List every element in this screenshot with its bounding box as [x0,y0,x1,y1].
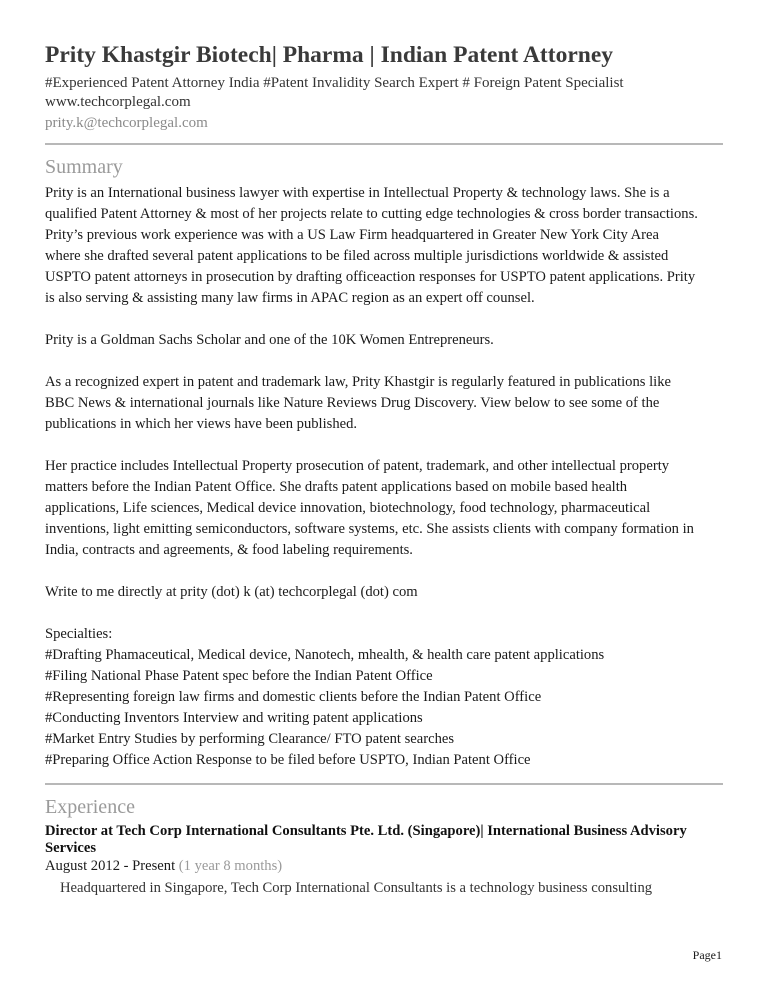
summary-line: Write to me directly at prity (dot) k (at) techcorplegal (dot) com [45,584,418,600]
divider [45,783,723,785]
summary-line: applications, Life sciences, Medical device innovation, biotechnology, food technology, pharmaceutical [45,500,651,516]
job-duration: (1 year 8 months) [178,858,283,874]
summary-line: Prity’s previous work experience was with a US Law Firm headquartered in Greater New York City Area [45,227,659,243]
summary-line: Prity is an International business lawyer with expertise in Intellectual Property & technology laws. She is a [45,185,670,201]
summary-line: #Drafting Phamaceutical, Medical device, Nanotech, mhealth, & health care patent applications [45,647,605,663]
summary-line: publications in which her views have been published. [45,416,358,432]
job-title-line: Services [45,840,97,856]
profile-name: Prity Khastgir Biotech| Pharma | Indian Patent Attorney [45,42,614,68]
summary-line: #Preparing Office Action Response to be filed before USPTO, Indian Patent Office [45,752,531,768]
profile-website[interactable]: www.techcorplegal.com [45,94,191,110]
paragraph-gap [45,561,723,582]
summary-line: Prity is a Goldman Sachs Scholar and one of the 10K Women Entrepreneurs. [45,332,494,348]
summary-line: Her practice includes Intellectual Property prosecution of patent, trademark, and other intellectual property [45,458,670,474]
experience-heading: Experience [45,796,135,818]
paragraph-gap [45,603,723,624]
job-date-range: August 2012 - Present [45,858,176,874]
summary-line: USPTO patent attorneys in prosecution by drafting officeaction responses for USPTO patent applications. Prity [45,269,696,285]
summary-line: India, contracts and agreements, & food labeling requirements. [45,542,413,558]
summary-line: is also serving & assisting many law firms in APAC region as an expert off counsel. [45,290,535,306]
summary-line: As a recognized expert in patent and trademark law, Prity Khastgir is regularly featured in publications like [45,374,671,390]
summary-line: matters before the Indian Patent Office. She drafts patent applications based on mobile based health [45,479,628,495]
summary-heading: Summary [45,156,123,178]
paragraph-gap [45,351,723,372]
summary-line: Specialties: [45,626,113,642]
resume-page [45,40,723,898]
paragraph-gap [45,435,723,456]
summary-line: #Representing foreign law firms and domestic clients before the Indian Patent Office [45,689,542,705]
summary-line: inventions, light emitting semiconductors, software systems, etc. She assists clients with company formation in [45,521,694,537]
summary-line: where she drafted several patent applications to be filed across multiple jurisdictions worldwide & assisted [45,248,669,264]
summary-line: #Conducting Inventors Interview and writing patent applications [45,710,423,726]
paragraph-gap [45,309,723,330]
job-description: Headquartered in Singapore, Tech Corp International Consultants is a technology business consulting [60,880,653,896]
profile-email[interactable]: prity.k@techcorplegal.com [45,115,208,131]
page-number: Page1 [692,948,722,962]
profile-headline: #Experienced Patent Attorney India #Patent Invalidity Search Expert # Foreign Patent Specialist [45,75,624,91]
job-title [45,823,723,857]
summary-line: #Filing National Phase Patent spec before the Indian Patent Office [45,668,433,684]
job-title-line: Director at Tech Corp International Consultants Pte. Ltd. (Singapore)| International Business Advisory [45,823,687,839]
summary-line: qualified Patent Attorney & most of her projects relate to cutting edge technologies & cross border transactions. [45,206,698,222]
job-dates [45,857,723,876]
summary-line: #Market Entry Studies by performing Clearance/ FTO patent searches [45,731,455,747]
divider [45,143,723,145]
summary-line: BBC News & international journals like Nature Reviews Drug Discovery. View below to see some of the [45,395,660,411]
summary-body [45,183,723,771]
